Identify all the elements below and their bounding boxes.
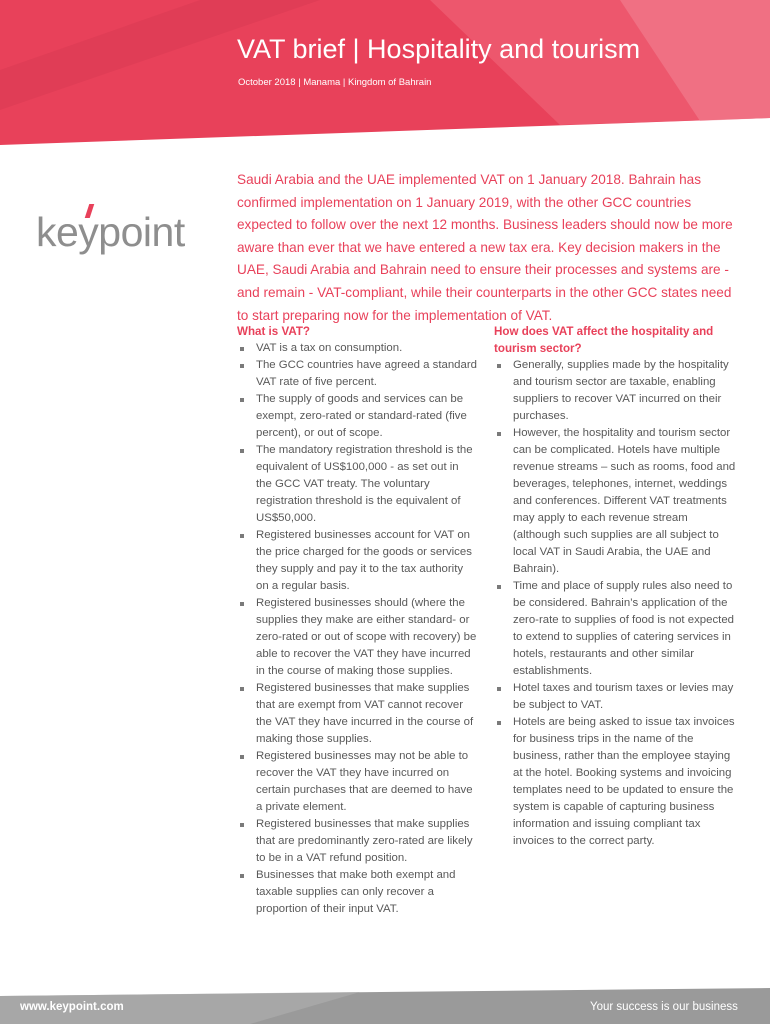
list-item xyxy=(494,357,738,425)
bullet-icon xyxy=(497,585,501,589)
company-logo: keypoint xyxy=(36,209,185,255)
bullet-icon xyxy=(497,687,501,691)
list-item xyxy=(494,425,738,578)
bullet-icon xyxy=(240,347,244,351)
list-item-text: Hotel taxes and tourism taxes or levies may be subject to VAT. xyxy=(513,682,734,711)
list-item-text: Registered businesses that make supplies that are exempt from VAT cannot recover the VAT they have incurred in the course of making those supplies. xyxy=(256,682,474,745)
list-item xyxy=(494,680,738,714)
list-item xyxy=(237,867,477,918)
bullet-icon xyxy=(240,534,244,538)
bullet-icon xyxy=(240,602,244,606)
header-banner xyxy=(0,0,770,145)
list-item xyxy=(494,714,738,850)
page-subtitle: October 2018 | Manama | Kingdom of Bahrain xyxy=(238,77,432,88)
page-title: VAT brief | Hospitality and tourism xyxy=(237,34,641,64)
bullet-icon xyxy=(240,687,244,691)
list-item-text: However, the hospitality and tourism sector can be complicated. Hotels have multiple revenue streams – such as rooms, food and beverages, telephones, internet, weddings and conferences. Different VAT treatments may apply to each revenue stream (although such supplies are all subject to local VAT in Saudi Arabia, the UAE and Bahrain). xyxy=(513,427,736,575)
list-item xyxy=(237,391,477,442)
list-item-text: The mandatory registration threshold is the equivalent of US$100,000 - as set out in the GCC VAT treaty. The voluntary registration threshold is the equivalent of US$50,000. xyxy=(256,444,473,524)
list-item-text: Registered businesses should (where the supplies they make are either standard- or zero-rated or out of scope with recovery) be able to recover the VAT they have incurred in the course of making those supplies. xyxy=(256,597,477,677)
list-item-text: VAT is a tax on consumption. xyxy=(256,342,403,354)
list-item xyxy=(494,578,738,680)
what-is-vat-section xyxy=(237,323,477,918)
list-item-text: The supply of goods and services can be exempt, zero-rated or standard-rated (five percent), or out of scope. xyxy=(256,393,467,439)
list-item-text: Registered businesses that make supplies that are predominantly zero-rated are likely to be in a VAT refund position. xyxy=(256,818,473,864)
bullet-list xyxy=(237,340,477,918)
bullet-icon xyxy=(240,364,244,368)
bullet-icon xyxy=(497,432,501,436)
list-item-text: Hotels are being asked to issue tax invoices for business trips in the name of the business, rather than the employee staying at the hotel. Booking systems and invoicing templates need to be updated to ensure the system is capable of capturing business information and issuing compliant tax invoices to the correct party. xyxy=(513,716,735,847)
list-item xyxy=(237,527,477,595)
footer-tagline: Your success is our business xyxy=(590,1001,738,1013)
list-item-text: The GCC countries have agreed a standard VAT rate of five percent. xyxy=(256,359,477,388)
bullet-icon xyxy=(240,449,244,453)
list-item xyxy=(237,442,477,527)
list-item xyxy=(237,595,477,680)
list-item xyxy=(237,748,477,816)
bullet-icon xyxy=(240,874,244,878)
bullet-icon xyxy=(240,398,244,402)
list-item xyxy=(237,680,477,748)
website-link[interactable]: www.keypoint.com xyxy=(20,1001,124,1013)
list-item-text: Time and place of supply rules also need to be considered. Bahrain’s application of the zero-rate to supplies of food is not expected to extend to supplies of catering services in hotels, restaurants and other similar establishments. xyxy=(513,580,734,677)
hospitality-impact-section xyxy=(494,323,738,850)
intro-paragraph: Saudi Arabia and the UAE implemented VAT on 1 January 2018. Bahrain has confirmed implementation on 1 January 2019, with the other GCC countries expected to follow over the next 12 months. Business leaders should now be more aware than ever that we have entered a new tax era. Key decision makers in the UAE, Saudi Arabia and Bahrain need to ensure their processes and systems are - and remain - VAT-compliant, while their counterparts in the other GCC states need to start preparing now for the implementation of VAT. xyxy=(237,172,733,323)
list-item-text: Generally, supplies made by the hospitality and tourism sector are taxable, enabling suppliers to recover VAT incurred on their purchases. xyxy=(513,359,729,422)
list-item-text: Businesses that make both exempt and taxable supplies can only recover a proportion of their input VAT. xyxy=(256,869,456,915)
list-item xyxy=(237,340,477,357)
list-item-text: Registered businesses account for VAT on the price charged for the goods or services they supply and pay it to the tax authority on a regular basis. xyxy=(256,529,472,592)
list-item xyxy=(237,816,477,867)
list-item-text: Registered businesses may not be able to recover the VAT they have incurred on certain purchases that are deemed to have a private element. xyxy=(256,750,473,813)
bullet-icon xyxy=(240,755,244,759)
bullet-icon xyxy=(497,721,501,725)
bullet-icon xyxy=(240,823,244,827)
bullet-icon xyxy=(497,364,501,368)
section-heading: What is VAT? xyxy=(237,325,310,338)
bullet-list xyxy=(494,357,738,850)
list-item xyxy=(237,357,477,391)
section-heading: How does VAT affect the hospitality and tourism sector? xyxy=(494,325,714,355)
